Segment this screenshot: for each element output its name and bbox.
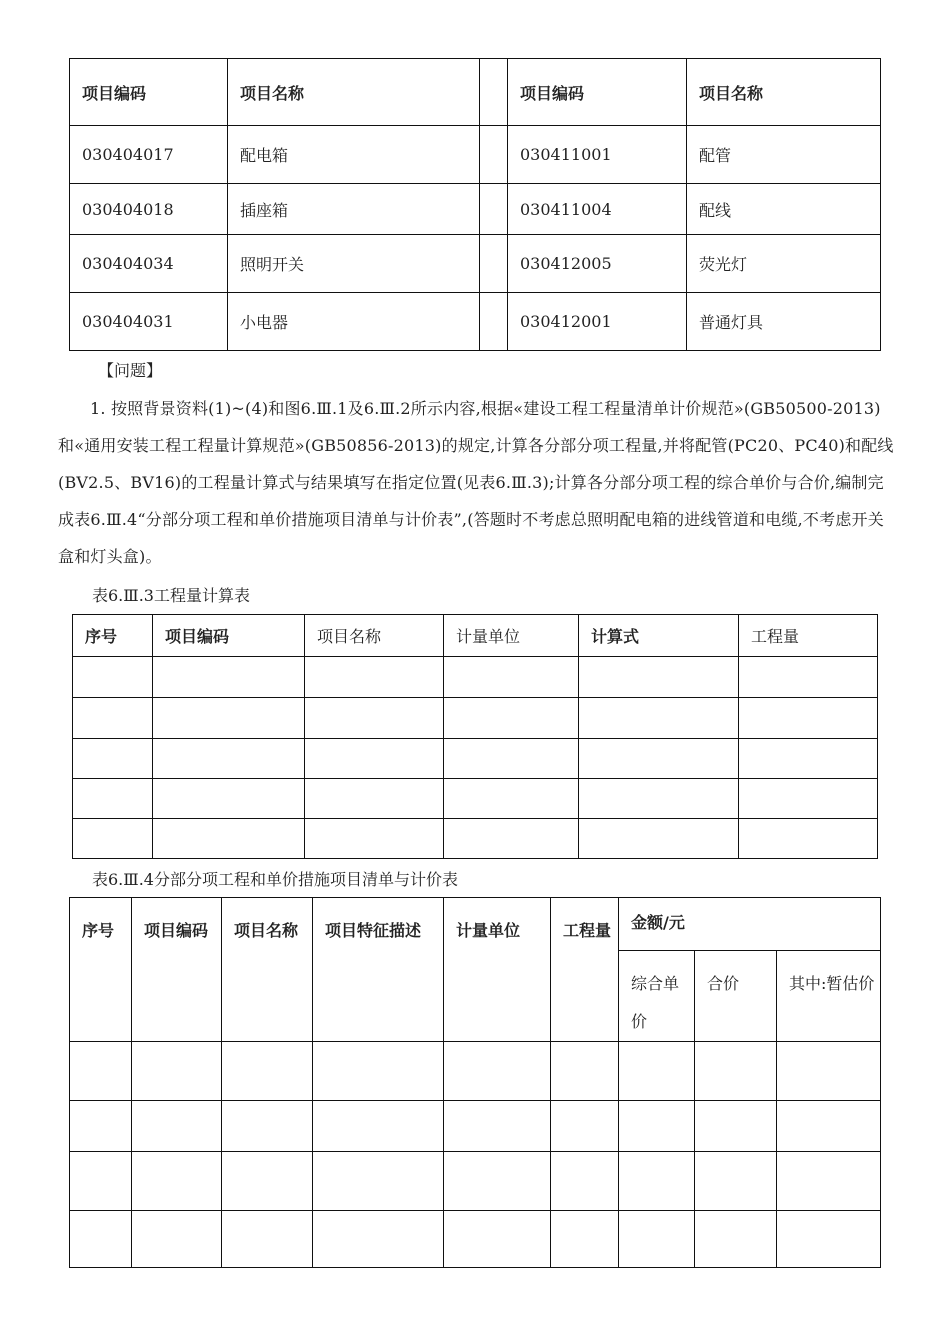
cell: 普通灯具: [687, 293, 881, 351]
question-heading: 【问题】: [98, 361, 163, 380]
table4-caption: 表6.Ⅲ.4分部分项工程和单价措施项目清单与计价表: [92, 870, 458, 889]
header-quantity: 工程量: [551, 898, 619, 1042]
header-code: 项目编码: [70, 59, 228, 126]
header-total: 合价: [695, 951, 777, 1042]
cell: 030404018: [70, 184, 228, 235]
cell: 030404031: [70, 293, 228, 351]
header-name: 项目名称: [228, 59, 480, 126]
table3-caption: 表6.Ⅲ.3工程量计算表: [92, 586, 250, 605]
table-row: [70, 1211, 881, 1268]
cell: 030411001: [508, 126, 687, 184]
header-code: 项目编码: [132, 898, 222, 1042]
cell: 030412005: [508, 235, 687, 293]
cell: 照明开关: [228, 235, 480, 293]
header-index: 序号: [73, 615, 153, 657]
cell: 荧光灯: [687, 235, 881, 293]
header-index: 序号: [70, 898, 132, 1042]
item-code-table: [69, 58, 881, 351]
header-code: 项目编码: [153, 615, 305, 657]
pricing-table: [69, 897, 881, 1268]
table-row: [70, 293, 881, 351]
cell: 030412001: [508, 293, 687, 351]
table-row: [70, 235, 881, 293]
quantity-calc-table: [72, 614, 878, 859]
header-code: 项目编码: [508, 59, 687, 126]
header-unit: 计量单位: [444, 615, 579, 657]
cell: 030404017: [70, 126, 228, 184]
cell: 配电箱: [228, 126, 480, 184]
header-estimate: 其中:暂估价: [777, 951, 881, 1042]
header-name: 项目名称: [687, 59, 881, 126]
header-name: 项目名称: [222, 898, 313, 1042]
table-row: [73, 698, 878, 739]
header-description: 项目特征描述: [313, 898, 444, 1042]
header-name: 项目名称: [305, 615, 444, 657]
header-formula: 计算式: [579, 615, 739, 657]
cell: 030404034: [70, 235, 228, 293]
header-unit-price: 综合单价: [619, 951, 695, 1042]
cell: 插座箱: [228, 184, 480, 235]
table-row: [73, 819, 878, 859]
table-row: [70, 184, 881, 235]
question-text: 1. 按照背景资料(1)~(4)和图6.Ⅲ.1及6.Ⅲ.2所示内容,根据«建设工程工程量清单计价规范»(GB50500-2013)和«通用安装工程工程量计算规范»(GB50856-2013)的规定,计算各分部分项工程量,并将配管(PC20、PC40)和配线(BV2.5、BV16)的工程量计算式与结果填写在指定位置(见表6.Ⅲ.3);计算各分部分项工程的综合单价与合价,编制完成表6.Ⅲ.4“分部分项工程和单价措施项目清单与计价表”,(答题时不考虑总照明配电箱的进线管道和电缆,不考虑开关盒和灯头盒)。: [58, 399, 894, 566]
cell: 030411004: [508, 184, 687, 235]
table-row: [73, 657, 878, 698]
table-row: [73, 739, 878, 779]
table-row: [70, 1152, 881, 1211]
header-unit: 计量单位: [444, 898, 551, 1042]
cell: 配管: [687, 126, 881, 184]
table-row: [70, 1101, 881, 1152]
cell: 小电器: [228, 293, 480, 351]
cell: 配线: [687, 184, 881, 235]
table-row: [70, 1042, 881, 1101]
header-amount: 金额/元: [619, 898, 881, 951]
table-row: [73, 779, 878, 819]
header-quantity: 工程量: [739, 615, 878, 657]
table-row: [70, 126, 881, 184]
